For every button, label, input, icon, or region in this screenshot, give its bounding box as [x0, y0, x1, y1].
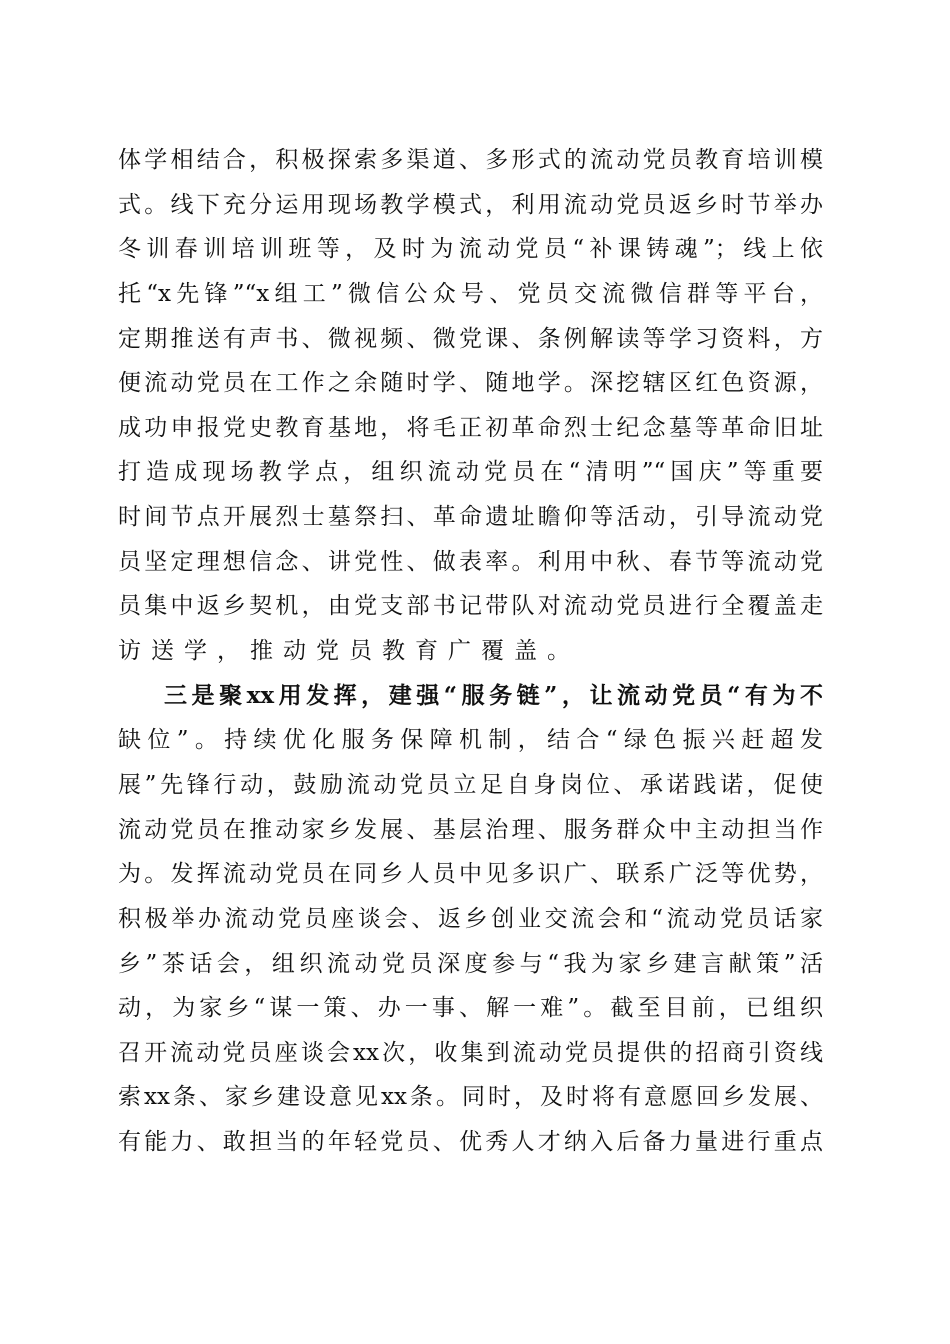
text-line: 为。发挥流动党员在同乡人员中见多识广、联系广泛等优势， — [118, 861, 823, 888]
paragraph-2 — [118, 674, 823, 1165]
text-line: 定期推送有声书、微视频、微党课、条例解读等学习资料，方 — [118, 325, 823, 352]
text-line: 展”先锋行动，鼓励流动党员立足自身岗位、承诺践诺，促使 — [118, 771, 823, 798]
text-line: 积极举办流动党员座谈会、返乡创业交流会和“流动党员话家 — [118, 905, 823, 932]
text-line: 访送学，推动党员教育广覆盖。 — [118, 638, 580, 665]
text-line: 打造成现场教学点，组织流动党员在“清明”“国庆”等重要 — [118, 459, 823, 486]
paragraph-1 — [118, 138, 823, 674]
text-line: 召开流动党员座谈会xx次，收集到流动党员提供的招商引资线 — [118, 1039, 823, 1066]
text-line: 托“x先锋”“x组工”微信公众号、党员交流微信群等平台， — [118, 280, 823, 307]
text-line: 缺位”。持续优化服务保障机制，结合“绿色振兴赶超发 — [118, 727, 823, 754]
document-body — [118, 138, 823, 1165]
text-line: 成功申报党史教育基地，将毛正初革命烈士纪念墓等革命旧址 — [118, 414, 823, 441]
text-line: 体学相结合，积极探索多渠道、多形式的流动党员教育培训模 — [118, 147, 823, 173]
text-line: 员集中返乡契机，由党支部书记带队对流动党员进行全覆盖走 — [118, 593, 823, 620]
text-line: 时间节点开展烈士墓祭扫、革命遗址瞻仰等活动，引导流动党 — [118, 504, 823, 531]
section-heading: 三是聚xx用发挥，建强“服务链”，让流动党员“有为不 — [164, 681, 823, 709]
text-line: 乡”茶话会，组织流动党员深度参与“我为家乡建言献策”活 — [118, 950, 823, 977]
text-line: 式。线下充分运用现场教学模式，利用流动党员返乡时节举办 — [118, 191, 823, 218]
text-line: 有能力、敢担当的年轻党员、优秀人才纳入后备力量进行重点 — [118, 1129, 823, 1156]
text-line: 员坚定理想信念、讲党性、做表率。利用中秋、春节等流动党 — [118, 548, 823, 575]
text-line: 动，为家乡“谋一策、办一事、解一难”。截至目前，已组织 — [118, 995, 823, 1022]
text-line: 便流动党员在工作之余随时学、随地学。深挖辖区红色资源， — [118, 370, 823, 397]
text-line: 索xx条、家乡建设意见xx条。同时，及时将有意愿回乡发展、 — [118, 1084, 823, 1111]
text-line: 流动党员在推动家乡发展、基层治理、服务群众中主动担当作 — [118, 816, 823, 843]
text-line: 冬训春训培训班等，及时为流动党员“补课铸魂”；线上依 — [118, 236, 823, 263]
